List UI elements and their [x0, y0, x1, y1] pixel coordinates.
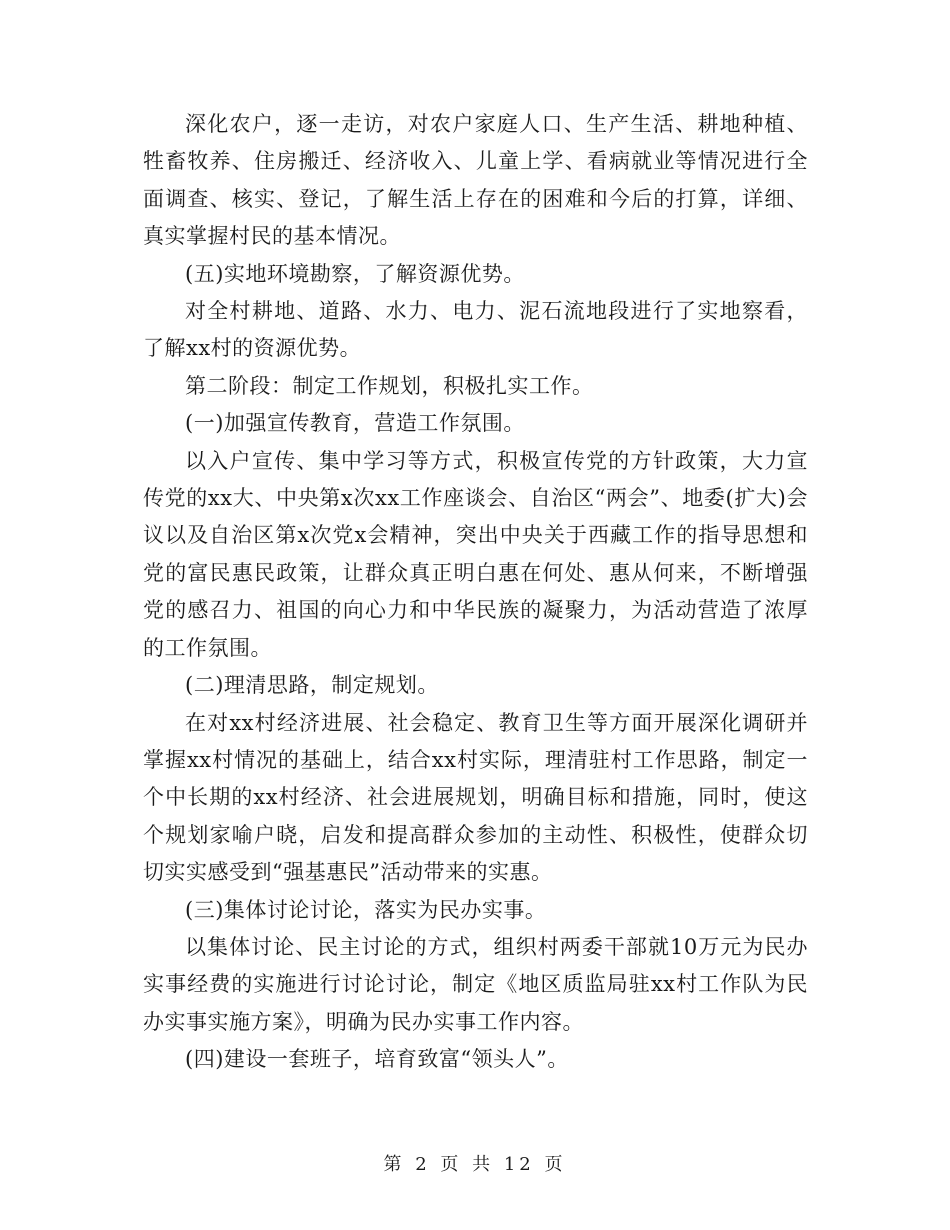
paragraph-3: 以入户宣传、集中学习等方式，积极宣传党的方针政策，大力宣传党的xx大、中央第x次xx工作座谈会、自治区“两会”、地委(扩大)会议以及自治区第x次党x会精神，突出中央关于西藏工作的指导思想和党的富民惠民政策，让群众真正明白惠在何处、惠从何来，不断增强党的感召力、祖国的向心力和中华民族的凝聚力，为活动营造了浓厚的工作氛围。: [143, 448, 808, 660]
section-heading-4: (四)建设一套班子，培育致富“领头人”。: [185, 1047, 569, 1072]
paragraph-4: 在对xx村经济进展、社会稳定、教育卫生等方面开展深化调研并掌握xx村情况的基础上，结合xx村实际，理清驻村工作思路，制定一个中长期的xx村经济、社会进展规划，明确目标和措施，同时，使这个规划家喻户晓，启发和提高群众参加的主动性、积极性，使群众切切实实感受到“强基惠民”活动带来的实惠。: [143, 710, 808, 885]
section-heading-5: (五)实地环境勘察，了解资源优势。: [185, 261, 525, 286]
paragraph-5: 以集体讨论、民主讨论的方式，组织村两委干部就10万元为民办实事经费的实施进行讨论讨论，制定《地区质监局驻xx村工作队为民办实事实施方案》，明确为民办实事工作内容。: [143, 934, 808, 1034]
section-heading-2: (二)理清思路，制定规划。: [185, 673, 439, 698]
paragraph-1: 深化农户，逐一走访，对农户家庭人口、生产生活、耕地种植、牲畜牧养、住房搬迁、经济收入、儿童上学、看病就业等情况进行全面调查、核实、登记，了解生活上存在的困难和今后的打算，详细、真实掌握村民的基本情况。: [143, 112, 808, 249]
section-heading-3: (三)集体讨论讨论，落实为民办实事。: [185, 897, 547, 922]
document-body: [143, 106, 808, 1079]
paragraph-2: 对全村耕地、道路、水力、电力、泥石流地段进行了实地察看，了解xx村的资源优势。: [143, 299, 808, 361]
stage-heading-2: 第二阶段：制定工作规划，积极扎实工作。: [185, 373, 594, 398]
page-footer: 第 2 页 共 12 页: [383, 1154, 567, 1175]
section-heading-1: (一)加强宣传教育，营造工作氛围。: [185, 411, 525, 436]
